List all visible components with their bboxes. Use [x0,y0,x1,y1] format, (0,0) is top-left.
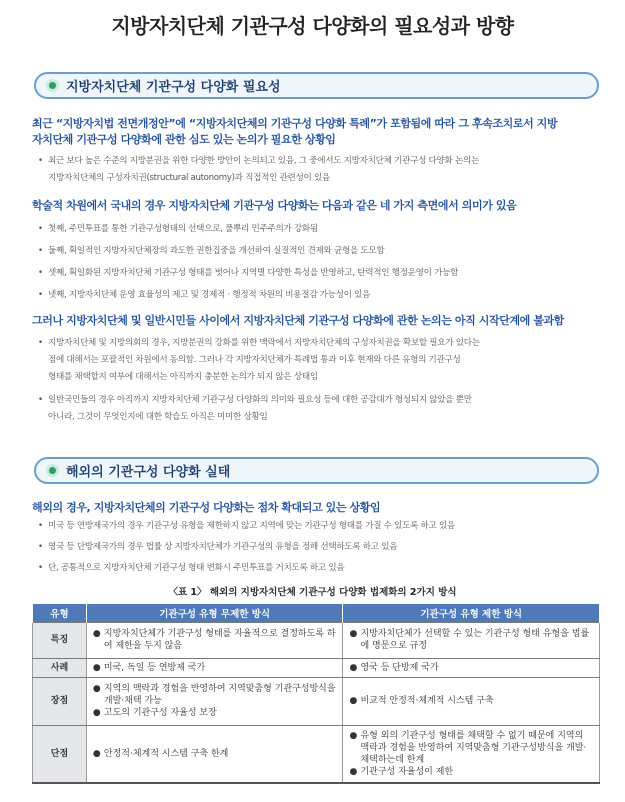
row-label: 사례 [33,658,87,677]
section-title: 지방자치단체 기관구성 다양화 필요성 [66,80,281,95]
list-item-text: 미국 등 연방제국가의 경우 기관구성 유형을 제한하지 않고 지역에 맞는 기관구성 형태를 가질 수 있도록 하고 있음 [48,521,455,531]
section-header-overseas [34,457,599,484]
list-item-text: 형태를 채택할지 여부에 대해서는 아직까지 충분한 논의가 되지 않은 상태임 [48,372,318,382]
bullet-icon: • [38,246,43,256]
page-title: 지방자치단체 기관구성 다양화의 필요성과 방향 [111,14,514,38]
cell-list-item [349,730,593,766]
cell-text: 비교적 안정적·체계적 시스템 구축 [360,696,494,706]
bullet-icon: • [38,268,43,278]
list-item [38,335,595,351]
cell-list-item [93,662,337,674]
table-cell [343,725,600,783]
table-cell [86,725,343,783]
section2-heading1: 해외의 경우, 지방자치단체의 기관구성 다양화는 점차 확대되고 있는 상황임 [32,501,381,514]
bullet-icon: ● [92,662,101,673]
cell-text: 유형 외의 기관구성 형태를 채택할 수 없기 때문에 지역의 맥락과 경험을 반영하여 지역맞춤형 기관구성방식을 개발·채택하는데 한계 [360,730,587,765]
column-header: 기관구성 유형 제한 방식 [343,604,600,622]
table-cell [86,622,343,658]
section-header-necessity [34,72,599,99]
bullet-icon: ● [349,766,358,777]
table-row [33,622,600,658]
list-item-continuation [38,352,595,368]
row-label: 특징 [33,622,87,658]
list-item-text: 지방자치단체의 구성자치권(structural autonomy)과 직접적인 관련성이 있음 [48,173,330,183]
row-label: 단점 [33,725,87,783]
column-header: 유형 [33,604,87,622]
column-header: 기관구성 유형 무제한 방식 [86,604,343,622]
list-item-text: 점에 대해서는 포괄적인 차원에서 동의함. 그러나 각 지방자치단체가 특례법 통과 이후 현재와 다른 유형의 기관구성 [48,355,461,365]
bullet-icon: • [38,563,43,573]
cell-list-item [93,683,337,707]
list-item-text: 지방자치단체 및 지방의회의 경우, 지방분권의 강화를 위한 맥락에서 지방자치단체의 구성자치권을 확보할 필요가 있다는 [48,338,480,348]
table-cell [86,658,343,677]
table-row [33,658,600,677]
bullet-icon: • [38,521,43,531]
cell-text: 미국, 독일 등 연방제 국가 [103,662,206,673]
cell-list-item [93,748,337,760]
list-item [38,560,595,576]
cell-text: 안정적·체계적 시스템 구축 한계 [103,748,229,759]
bullet-icon: • [38,156,43,166]
cell-list-item [349,628,593,652]
cell-list-item [349,766,593,778]
list-item-text: 넷째, 지방자치단체 운영 효율성의 제고 및 경제적 · 행정적 차원의 비용절감 가능성이 있음 [48,290,371,300]
list-item-text: 첫째, 주민투표를 통한 기관구성형태의 선택으로, 풀뿌리 민주주의가 강화됨 [48,224,318,234]
bullet-icon: ● [349,730,358,741]
circle-bullet-icon [46,79,59,92]
table-cell [86,677,343,725]
bullet-icon: ● [92,684,101,694]
bullet-icon: • [38,290,43,300]
bullet-icon: ● [349,662,358,673]
bullet-icon: • [38,224,43,234]
circle-bullet-icon [46,464,59,477]
cell-text: 지방자치단체가 선택할 수 있는 기관구성 형태 유형을 법률에 명문으로 규정 [360,629,590,651]
bullet-icon: ● [92,748,101,759]
list-item-text: 셋째, 획일화된 지방자치단체 기관구성 형태를 벗어나 지역별 다양한 특성을 반영하고, 탄력적인 행정운영이 가능함 [48,268,459,278]
table-row [33,677,600,725]
list-item-text: 일반국민들의 경우 아직까지 지방자치단체 기관구성 다양화의 의미와 필요성 등에 대한 공감대가 형성되지 않았을 뿐만 [48,395,472,405]
table-header-row [33,604,600,622]
row-label: 장점 [33,677,87,725]
list-item-text: 둘째, 획일적인 지방자치단체장의 과도한 권한집중을 개선하여 실질적인 견제와 균형을 도모함 [48,246,385,256]
list-item-continuation [38,369,595,385]
cell-list-item [349,695,593,707]
list-item [38,153,595,169]
cell-text: 지방자치단체가 기관구성 형태를 자율적으로 결정하도록 하여 제한을 두지 않음 [103,629,336,651]
bullet-icon: ● [349,696,358,706]
cell-list-item [349,662,593,674]
list-item [38,287,595,303]
list-item-text: 아니라, 그것이 무엇인지에 대한 학습도 아직은 미미한 상황임 [48,412,268,422]
section1-heading1-line2: 자치단체 기관구성 다양화에 관한 심도 있는 논의가 필요한 상황임 [32,133,336,146]
list-item-continuation [38,409,595,425]
bullet-icon: • [38,395,43,405]
section1-heading3: 그러나 지방자치단체 및 일반시민들 사이에서 지방자치단체 기관구성 다양화에 관한 논의는 아직 시작단계에 불과함 [32,314,564,327]
list-item [38,539,595,555]
section1-heading2: 학술적 차원에서 국내의 경우 지방자치단체 기관구성 다양화는 다음과 같은 네 가지 측면에서 의미가 있음 [32,199,517,212]
list-item [38,243,595,259]
table-row [33,725,600,783]
list-item-text: 최근 보다 높은 수준의 지방분권을 위한 다양한 방안이 논의되고 있음, 그 중에서도 지방자치단체 기관구성 다양화 논의는 [48,156,479,166]
bullet-icon: • [38,338,43,348]
list-item-continuation [38,170,595,186]
bullet-icon: ● [92,629,101,639]
cell-list-item [93,628,337,652]
table-caption: 〈표 1〉 해외의 지방자치단체 기관구성 다양화 법제화의 2가지 방식 [168,587,457,598]
list-item [38,221,595,237]
cell-text: 지역의 맥락과 경험을 반영하여 지역맞춤형 기관구성방식을 개발·채택 가능 [103,684,336,706]
section-title: 해외의 기관구성 다양화 실태 [66,465,231,480]
cell-text: 영국 등 단방제 국가 [360,662,439,673]
bullet-icon: • [38,542,43,552]
list-item-text: 영국 등 단방제국가의 경우 법률 상 지방자치단체가 기관구성의 유형을 정해 선택하도록 하고 있음 [48,542,398,552]
list-item [38,518,595,534]
table-cell [343,658,600,677]
section1-heading1-line1: 최근 “지방자치법 전면개정안”에 “지방자치단체의 기관구성 다양화 특례”가 포함됨에 따라 그 후속조치로서 지방 [32,117,558,130]
list-item [38,265,595,281]
list-item [38,392,595,408]
bullet-icon: ● [92,708,101,718]
table-cell [343,622,600,658]
cell-text: 기관구성 자율성이 제한 [360,766,454,777]
table-cell [343,677,600,725]
cell-list-item [93,707,337,719]
bullet-icon: ● [349,629,358,639]
comparison-table [32,604,600,784]
cell-text: 고도의 기관구성 자율성 보장 [103,708,217,718]
list-item-text: 단, 공통적으로 지방자치단체 기관구성 형태 변화시 주민투표를 거치도록 하고 있음 [48,563,345,573]
